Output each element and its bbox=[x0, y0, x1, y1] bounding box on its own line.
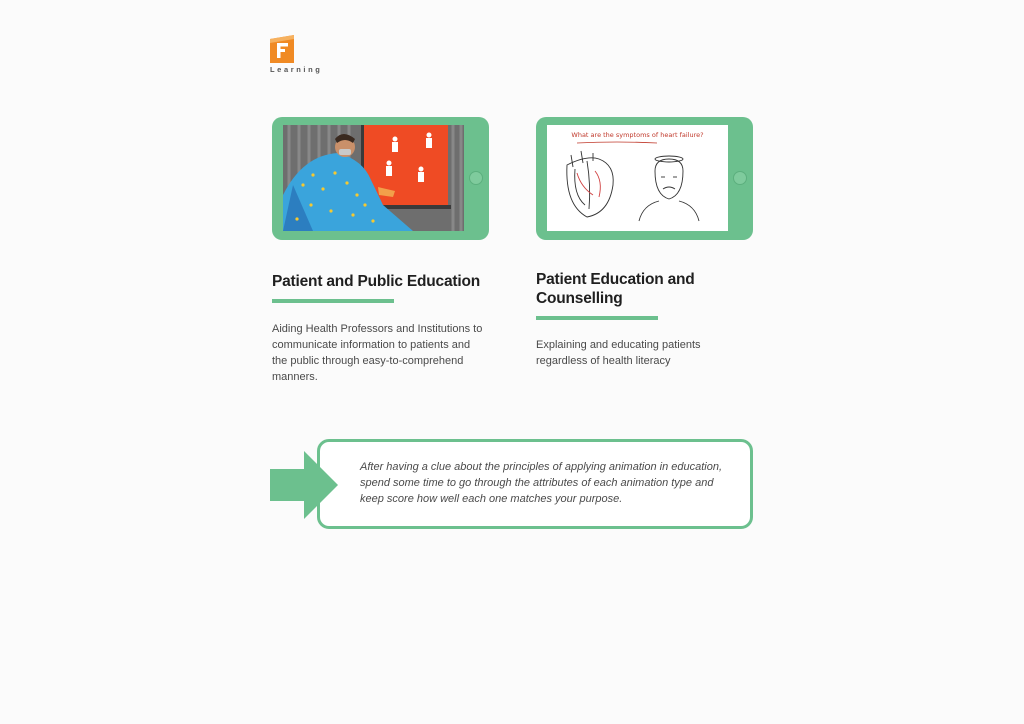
tablet-home-button bbox=[469, 171, 483, 185]
illustration-caption: What are the symptoms of heart failure? bbox=[571, 131, 704, 139]
heart-and-face-sketch bbox=[547, 125, 728, 231]
heading-underline bbox=[536, 316, 658, 320]
card-heading-counselling: Patient Education and Counselling bbox=[536, 271, 695, 307]
brand-name: Learning bbox=[270, 65, 323, 74]
callout-text: After having a clue about the principles of applying animation in education, spend some time to go through the attributes of each animation type and keep score how well each one matches your purpose. bbox=[360, 461, 723, 505]
card-description-public-education: Aiding Health Professors and Institutions to communicate information to patients and the public through easy-to-comprehend manners. bbox=[272, 323, 483, 383]
card-heading-public-education: Patient and Public Education bbox=[272, 273, 480, 290]
card-description-counselling: Explaining and educating patients regardless of health literacy bbox=[536, 339, 701, 367]
tablet-frame-2 bbox=[536, 117, 753, 240]
heart-failure-illustration bbox=[547, 125, 728, 231]
tablet-frame-1 bbox=[272, 117, 489, 240]
brand-logo bbox=[270, 35, 330, 75]
patient-window-image bbox=[283, 125, 464, 231]
arrow-right-icon bbox=[270, 451, 340, 519]
tablet-home-button bbox=[733, 171, 747, 185]
patient-illustration bbox=[283, 125, 464, 231]
tip-callout bbox=[317, 439, 753, 529]
heading-underline bbox=[272, 299, 394, 303]
f-logo-icon bbox=[270, 35, 294, 63]
